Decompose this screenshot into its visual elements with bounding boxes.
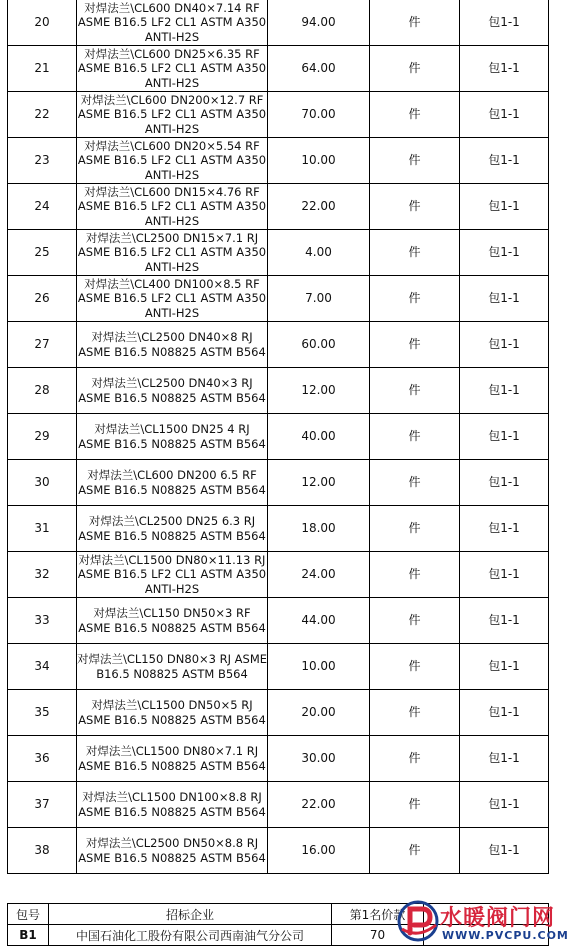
row-number: 33	[8, 598, 77, 644]
row-description: 对焊法兰\CL600 DN200 6.5 RF ASME B16.5 N08825 ASTM B564	[77, 460, 268, 506]
row-quantity: 10.00	[268, 644, 370, 690]
table-row	[8, 782, 549, 828]
row-package: 包1-1	[460, 276, 549, 322]
row-package: 包1-1	[460, 736, 549, 782]
row-number: 32	[8, 552, 77, 598]
summary-company: 中国石油化工股份有限公司西南油气分公司	[49, 925, 332, 946]
watermark-brand: 水暖阀门网	[440, 906, 556, 931]
row-quantity: 60.00	[268, 322, 370, 368]
row-package: 包1-1	[460, 230, 549, 276]
row-quantity: 12.00	[268, 460, 370, 506]
summary-header-rank1: 第1名价款	[332, 904, 424, 925]
row-description: 对焊法兰\CL400 DN100×8.5 RF ASME B16.5 LF2 CL1 ASTM A350 ANTI-H2S	[77, 276, 267, 320]
items-table-body	[8, 0, 549, 874]
summary-value: 70	[332, 925, 424, 946]
row-number: 20	[8, 0, 77, 46]
row-package: 包1-1	[460, 414, 549, 460]
row-unit: 件	[370, 828, 460, 874]
table-row	[8, 828, 549, 874]
row-description: 对焊法兰\CL600 DN25×6.35 RF ASME B16.5 LF2 CL1 ASTM A350 ANTI-H2S	[77, 46, 267, 90]
table-row	[8, 230, 549, 276]
row-quantity: 4.00	[268, 230, 370, 276]
row-unit: 件	[370, 460, 460, 506]
row-description: 对焊法兰\CL1500 DN100×8.8 RJ ASME B16.5 N08825 ASTM B564	[77, 782, 268, 828]
row-description: 对焊法兰\CL2500 DN40×3 RJ ASME B16.5 N08825 ASTM B564	[77, 368, 268, 414]
row-number: 24	[8, 184, 77, 230]
row-number: 23	[8, 138, 77, 184]
row-number: 25	[8, 230, 77, 276]
summary-header-pkg: 包号	[8, 904, 49, 925]
row-quantity: 22.00	[268, 184, 370, 230]
row-description: 对焊法兰\CL150 DN50×3 RF ASME B16.5 N08825 ASTM B564	[77, 598, 268, 644]
table-row	[8, 414, 549, 460]
row-description: 对焊法兰\CL600 DN40×7.14 RF ASME B16.5 LF2 CL1 ASTM A350 ANTI-H2S	[77, 0, 267, 44]
row-quantity: 20.00	[268, 690, 370, 736]
row-number: 36	[8, 736, 77, 782]
row-description: 对焊法兰\CL1500 DN50×5 RJ ASME B16.5 N08825 ASTM B564	[77, 690, 268, 736]
row-quantity: 18.00	[268, 506, 370, 552]
row-description: 对焊法兰\CL2500 DN50×8.8 RJ ASME B16.5 N08825 ASTM B564	[77, 828, 268, 874]
row-number: 26	[8, 276, 77, 322]
row-package: 包1-1	[460, 184, 549, 230]
row-quantity: 64.00	[268, 46, 370, 92]
row-number: 22	[8, 92, 77, 138]
row-unit: 件	[370, 92, 460, 138]
row-quantity: 44.00	[268, 598, 370, 644]
items-table	[7, 0, 549, 874]
row-description: 对焊法兰\CL2500 DN25 6.3 RJ ASME B16.5 N08825 ASTM B564	[77, 506, 268, 552]
row-package: 包1-1	[460, 828, 549, 874]
row-quantity: 40.00	[268, 414, 370, 460]
row-quantity: 12.00	[268, 368, 370, 414]
row-quantity: 22.00	[268, 782, 370, 828]
row-unit: 件	[370, 598, 460, 644]
summary-header-company: 招标企业	[49, 904, 332, 925]
row-package: 包1-1	[460, 46, 549, 92]
row-description: 对焊法兰\CL600 DN20×5.54 RF ASME B16.5 LF2 CL1 ASTM A350 ANTI-H2S	[77, 138, 267, 182]
row-unit: 件	[370, 0, 460, 46]
table-row	[8, 552, 549, 598]
table-row	[8, 690, 549, 736]
row-number: 29	[8, 414, 77, 460]
row-quantity: 24.00	[268, 552, 370, 598]
table-row	[8, 138, 549, 184]
row-description: 对焊法兰\CL2500 DN15×7.1 RJ ASME B16.5 LF2 CL1 ASTM A350 ANTI-H2S	[77, 230, 267, 274]
row-package: 包1-1	[460, 598, 549, 644]
row-quantity: 7.00	[268, 276, 370, 322]
row-description: 对焊法兰\CL600 DN200×12.7 RF ASME B16.5 LF2 CL1 ASTM A350 ANTI-H2S	[77, 92, 267, 136]
row-package: 包1-1	[460, 138, 549, 184]
row-number: 34	[8, 644, 77, 690]
row-unit: 件	[370, 736, 460, 782]
row-description: 对焊法兰\CL1500 DN25 4 RJ ASME B16.5 N08825 ASTM B564	[77, 414, 268, 460]
row-description: 对焊法兰\CL2500 DN40×8 RJ ASME B16.5 N08825 ASTM B564	[77, 322, 268, 368]
row-quantity: 70.00	[268, 92, 370, 138]
row-package: 包1-1	[460, 92, 549, 138]
table-row	[8, 276, 549, 322]
row-number: 37	[8, 782, 77, 828]
watermark-emblem-icon	[396, 899, 440, 943]
row-description: 对焊法兰\CL600 DN15×4.76 RF ASME B16.5 LF2 CL1 ASTM A350 ANTI-H2S	[77, 184, 267, 228]
row-unit: 件	[370, 552, 460, 598]
row-unit: 件	[370, 690, 460, 736]
row-number: 27	[8, 322, 77, 368]
table-row	[8, 736, 549, 782]
row-unit: 件	[370, 644, 460, 690]
table-row	[8, 368, 549, 414]
row-package: 包1-1	[460, 322, 549, 368]
row-package: 包1-1	[460, 460, 549, 506]
row-unit: 件	[370, 230, 460, 276]
row-description: 对焊法兰\CL1500 DN80×11.13 RJ ASME B16.5 LF2 CL1 ASTM A350 ANTI-H2S	[77, 552, 267, 596]
row-quantity: 94.00	[268, 0, 370, 46]
row-unit: 件	[370, 368, 460, 414]
table-row	[8, 46, 549, 92]
row-package: 包1-1	[460, 782, 549, 828]
row-package: 包1-1	[460, 552, 549, 598]
row-quantity: 16.00	[268, 828, 370, 874]
row-number: 21	[8, 46, 77, 92]
row-number: 35	[8, 690, 77, 736]
row-number: 38	[8, 828, 77, 874]
row-number: 30	[8, 460, 77, 506]
row-quantity: 30.00	[268, 736, 370, 782]
row-package: 包1-1	[460, 368, 549, 414]
row-unit: 件	[370, 276, 460, 322]
row-package: 包1-1	[460, 690, 549, 736]
row-description: 对焊法兰\CL1500 DN80×7.1 RJ ASME B16.5 N08825 ASTM B564	[77, 736, 268, 782]
row-number: 28	[8, 368, 77, 414]
table-row	[8, 92, 549, 138]
summary-pkg: B1	[8, 925, 49, 946]
row-quantity: 10.00	[268, 138, 370, 184]
table-row	[8, 460, 549, 506]
row-unit: 件	[370, 506, 460, 552]
watermark-url: WWW.PVCPU.COM	[442, 929, 569, 942]
row-package: 包1-1	[460, 0, 549, 46]
row-unit: 件	[370, 782, 460, 828]
row-unit: 件	[370, 138, 460, 184]
table-row	[8, 0, 549, 46]
row-package: 包1-1	[460, 506, 549, 552]
table-row	[8, 322, 549, 368]
table-row	[8, 184, 549, 230]
table-row	[8, 644, 549, 690]
row-number: 31	[8, 506, 77, 552]
table-row	[8, 506, 549, 552]
row-unit: 件	[370, 46, 460, 92]
row-description: 对焊法兰\CL150 DN80×3 RJ ASME B16.5 N08825 ASTM B564	[77, 644, 268, 690]
row-package: 包1-1	[460, 644, 549, 690]
table-row	[8, 598, 549, 644]
row-unit: 件	[370, 322, 460, 368]
row-unit: 件	[370, 414, 460, 460]
row-unit: 件	[370, 184, 460, 230]
watermark-logo	[392, 898, 569, 949]
